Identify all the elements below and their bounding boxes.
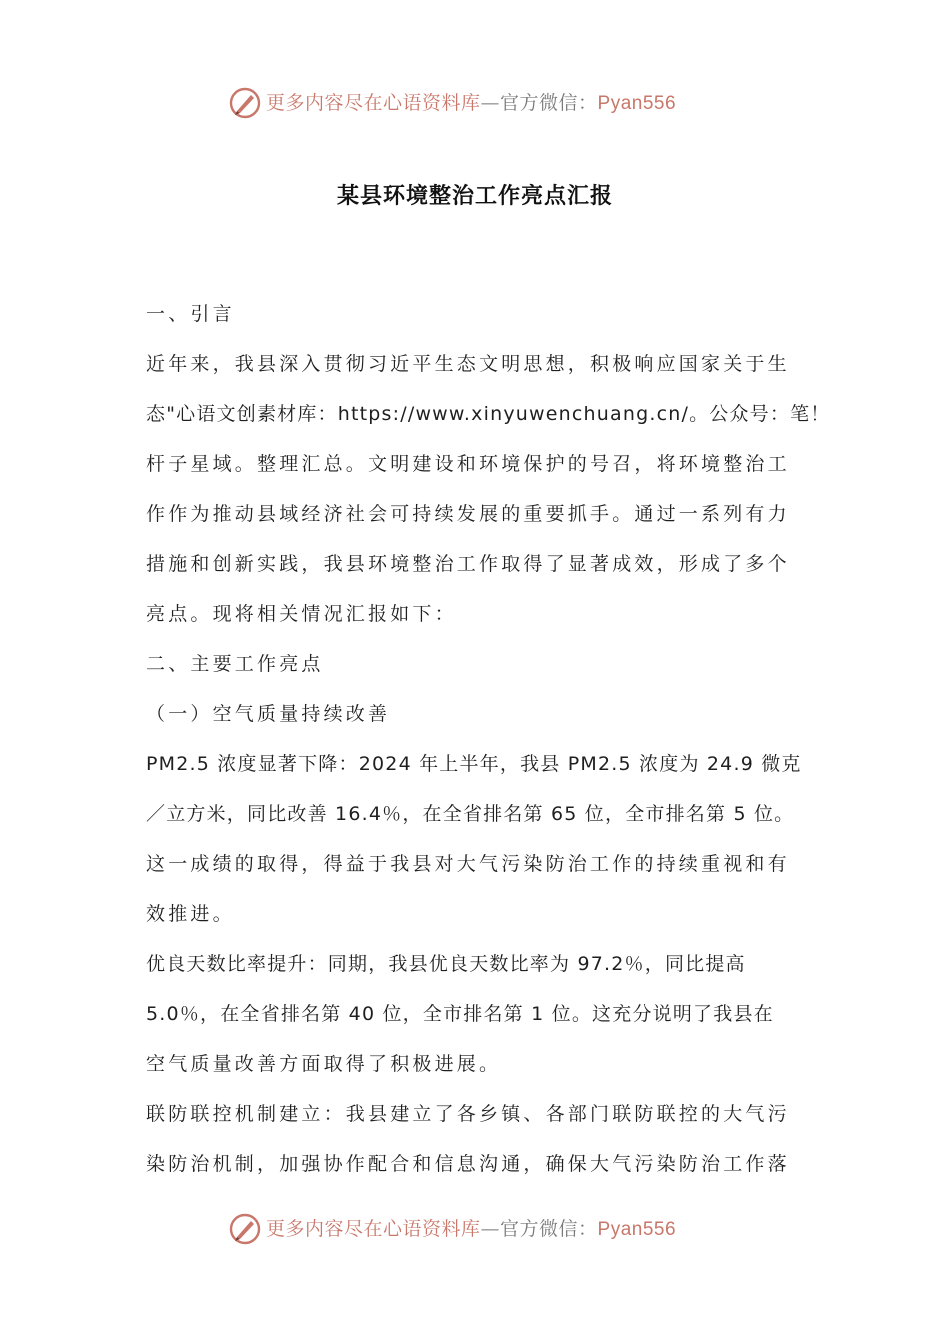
paragraph-line: 染防治机制，加强协作配合和信息沟通，确保大气污染防治工作落	[146, 1153, 790, 1175]
paragraph-line: 近年来，我县深入贯彻习近平生态文明思想，积极响应国家关于生	[146, 353, 790, 375]
paragraph-line: 效推进。	[146, 903, 235, 925]
paragraph-line: 措施和创新实践，我县环境整治工作取得了显著成效，形成了多个	[146, 553, 790, 575]
paragraph-line: 优良天数比率提升：同期，我县优良天数比率为 97.2％，同比提高	[146, 953, 746, 975]
watermark-wechat-label: 官方微信：	[500, 92, 598, 114]
paragraph-line: 联防联控机制建立：我县建立了各乡镇、各部门联防联控的大气污	[146, 1103, 790, 1125]
header-watermark	[0, 84, 950, 124]
paragraph-line: 空气质量改善方面取得了积极进展。	[146, 1053, 502, 1075]
section-heading: 一、引言	[146, 303, 235, 325]
section-heading: 二、主要工作亮点	[146, 653, 324, 675]
paragraph-line: 5.0％，在全省排名第 40 位，全市排名第 1 位。这充分说明了我县在	[146, 1003, 774, 1025]
watermark-site-text: 更多内容尽在心语资料库	[266, 1218, 481, 1240]
pen-logo-icon	[228, 86, 262, 120]
pen-logo-icon	[228, 1212, 262, 1246]
paragraph-line: ／立方米，同比改善 16.4％，在全省排名第 65 位，全市排名第 5 位。	[146, 803, 795, 825]
watermark-dash: —	[480, 1218, 501, 1240]
footer-watermark	[0, 1210, 950, 1250]
watermark-wechat-label: 官方微信：	[500, 1218, 598, 1240]
watermark-wechat-id: Pyan556	[597, 1219, 677, 1240]
watermark-site-text: 更多内容尽在心语资料库	[266, 92, 481, 114]
paragraph-line: 杆子星域。整理汇总。文明建设和环境保护的号召，将环境整治工	[146, 453, 790, 475]
paragraph-line: 亮点。现将相关情况汇报如下：	[146, 603, 457, 625]
document-title: 某县环境整治工作亮点汇报	[336, 184, 613, 209]
watermark-dash: —	[480, 92, 501, 114]
paragraph-line: 这一成绩的取得，得益于我县对大气污染防治工作的持续重视和有	[146, 853, 790, 875]
document-body	[146, 294, 831, 1194]
subsection-heading: （一）空气质量持续改善	[146, 703, 391, 725]
paragraph-line: 态"心语文创素材库：https://www.xinyuwenchuang.cn/。公众号：笔！	[146, 403, 831, 425]
watermark-wechat-id: Pyan556	[597, 93, 677, 114]
paragraph-line: PM2.5 浓度显著下降：2024 年上半年，我县 PM2.5 浓度为 24.9 微克	[146, 753, 802, 775]
paragraph-line: 作作为推动县域经济社会可持续发展的重要抓手。通过一系列有力	[146, 503, 790, 525]
